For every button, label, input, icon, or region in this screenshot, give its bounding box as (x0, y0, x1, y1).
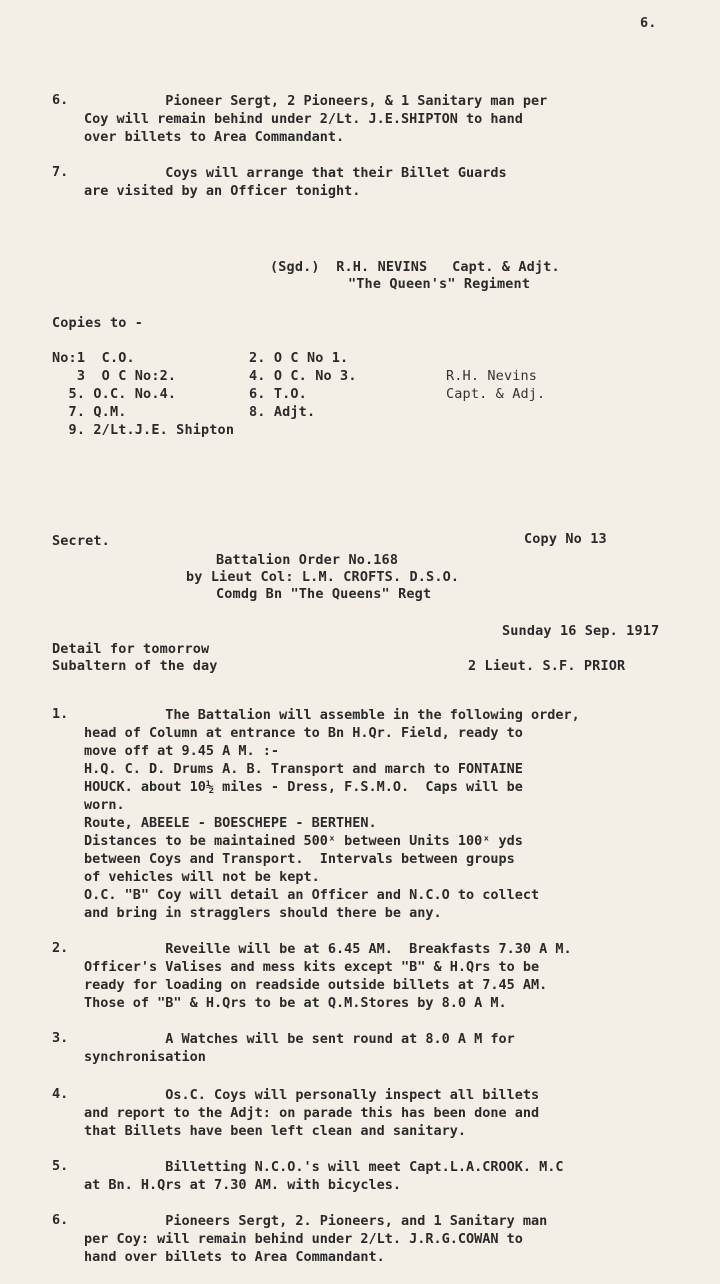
second-item-paragraph-4-line: and report to the Adjt: on parade this has been done and (84, 1105, 540, 1121)
handwritten-signature-name: R.H. Nevins (446, 368, 538, 384)
detail-label: Detail for tomorrow (52, 641, 210, 657)
order-command: Comdg Bn "The Queens" Regt (216, 586, 432, 602)
second-item-paragraph-5-line: Billetting N.C.O.'s will meet Capt.L.A.CROOK. M.C (84, 1159, 564, 1175)
second-item-paragraph-5 (84, 1158, 564, 1194)
first-item-paragraph-2-line: Coys will arrange that their Billet Guards (84, 165, 507, 181)
distribution-entry: 9. 2/Lt.J.E. Shipton (52, 422, 235, 438)
first-item-paragraph-2 (84, 164, 507, 200)
distribution-entry: 7. Q.M. (52, 404, 127, 420)
first-item-number-1: 6. (52, 92, 69, 108)
second-item-number-6: 6. (52, 1212, 69, 1228)
distribution-entry: 8. Adjt. (249, 404, 316, 420)
distribution-entry: 2. O C No 1. (249, 350, 349, 366)
second-item-paragraph-1-line: head of Column at entrance to Bn H.Qr. Field, ready to (84, 725, 523, 741)
second-item-paragraph-1-line: of vehicles will not be kept. (84, 869, 320, 885)
second-item-paragraph-2-line: ready for loading on readside outside billets at 7.45 AM. (84, 977, 548, 993)
second-item-paragraph-2-line: Officer's Valises and mess kits except "B" & H.Qrs to be (84, 959, 540, 975)
order-title: Battalion Order No.168 (216, 552, 399, 568)
second-item-paragraph-1-line: The Battalion will assemble in the following order, (84, 707, 580, 723)
second-item-paragraph-1-line: between Coys and Transport. Intervals between groups (84, 851, 515, 867)
second-item-paragraph-1-line: O.C. "B" Coy will detail an Officer and N.C.O to collect (84, 887, 540, 903)
second-item-paragraph-1-line: Distances to be maintained 500ˣ between Units 100ˣ yds (84, 833, 523, 849)
signature-line-1: (Sgd.) R.H. NEVINS Capt. & Adjt. (270, 259, 560, 275)
second-item-paragraph-6-line: per Coy: will remain behind under 2/Lt. J.R.G.COWAN to (84, 1231, 523, 1247)
first-item-paragraph-1 (84, 92, 547, 146)
second-item-paragraph-1 (84, 706, 580, 922)
second-item-number-2: 2. (52, 940, 69, 956)
second-item-paragraph-1-line: Route, ABEELE - BOESCHEPE - BERTHEN. (84, 815, 377, 831)
distribution-entry: 6. T.O. (249, 386, 307, 402)
second-item-paragraph-1-line: move off at 9.45 A M. :- (84, 743, 280, 759)
second-item-paragraph-3-line: synchronisation (84, 1049, 206, 1065)
second-item-number-1: 1. (52, 706, 69, 722)
second-item-paragraph-6-line: hand over billets to Area Commandant. (84, 1249, 385, 1265)
second-item-paragraph-2 (84, 940, 572, 1012)
order-issuer: by Lieut Col: L.M. CROFTS. D.S.O. (186, 569, 460, 585)
second-item-paragraph-5-line: at Bn. H.Qrs at 7.30 AM. with bicycles. (84, 1177, 401, 1193)
first-item-paragraph-1-line: over billets to Area Commandant. (84, 129, 345, 145)
first-item-paragraph-1-line: Pioneer Sergt, 2 Pioneers, & 1 Sanitary man per (84, 93, 548, 109)
signature-line-2: "The Queen's" Regiment (348, 276, 531, 292)
copy-number: Copy No 13 (524, 531, 607, 547)
distribution-entry: 4. O C. No 3. (249, 368, 357, 384)
second-item-number-4: 4. (52, 1086, 69, 1102)
second-item-paragraph-4 (84, 1086, 539, 1140)
distribution-entry: 3 O C No:2. (52, 368, 177, 384)
first-item-paragraph-1-line: Coy will remain behind under 2/Lt. J.E.SHIPTON to hand (84, 111, 523, 127)
second-item-paragraph-6 (84, 1212, 547, 1266)
distribution-entry: 5. O.C. No.4. (52, 386, 177, 402)
distribution-entry: No:1 C.O. (52, 350, 135, 366)
second-item-paragraph-6-line: Pioneers Sergt, 2. Pioneers, and 1 Sanitary man (84, 1213, 548, 1229)
order-date: Sunday 16 Sep. 1917 (502, 623, 660, 639)
second-item-paragraph-4-line: that Billets have been left clean and sanitary. (84, 1123, 467, 1139)
second-item-paragraph-2-line: Those of "B" & H.Qrs to be at Q.M.Stores by 8.0 A M. (84, 995, 507, 1011)
second-item-number-5: 5. (52, 1158, 69, 1174)
secret-label: Secret. (52, 533, 110, 549)
second-item-paragraph-2-line: Reveille will be at 6.45 AM. Breakfasts 7.30 A M. (84, 941, 572, 957)
second-item-paragraph-4-line: Os.C. Coys will personally inspect all billets (84, 1087, 540, 1103)
page-number: 6. (640, 15, 657, 31)
handwritten-signature-rank: Capt. & Adj. (446, 386, 546, 402)
second-item-paragraph-1-line: and bring in stragglers should there be any. (84, 905, 442, 921)
subaltern-label: Subaltern of the day (52, 658, 218, 674)
first-item-paragraph-2-line: are visited by an Officer tonight. (84, 183, 361, 199)
second-item-paragraph-1-line: HOUCK. about 10½ miles - Dress, F.S.M.O. Caps will be (84, 779, 523, 795)
second-item-paragraph-1-line: worn. (84, 797, 125, 813)
copies-to: Copies to - (52, 315, 144, 331)
second-item-paragraph-3 (84, 1030, 515, 1066)
second-item-paragraph-1-line: H.Q. C. D. Drums A. B. Transport and march to FONTAINE (84, 761, 523, 777)
first-item-number-2: 7. (52, 164, 69, 180)
subaltern-name: 2 Lieut. S.F. PRIOR (468, 658, 626, 674)
second-item-paragraph-3-line: A Watches will be sent round at 8.0 A M for (84, 1031, 515, 1047)
second-item-number-3: 3. (52, 1030, 69, 1046)
